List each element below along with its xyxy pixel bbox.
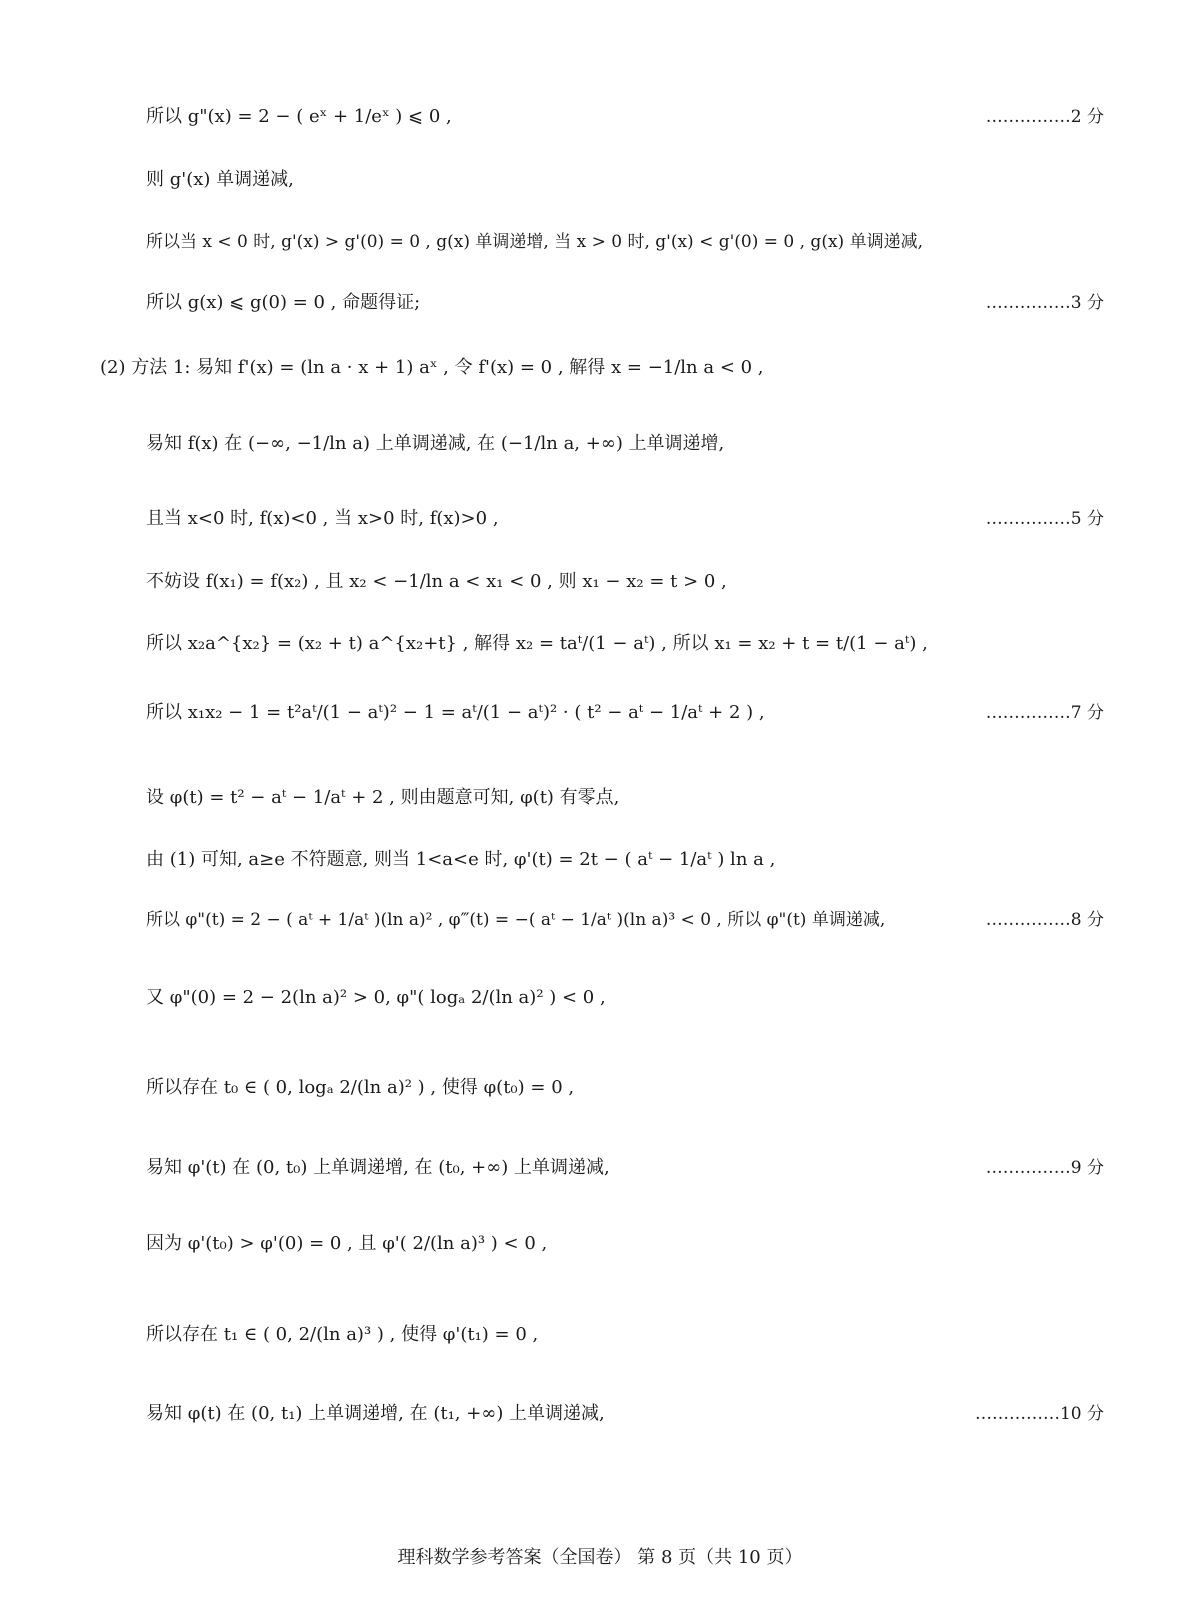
line-text: 所以当 x < 0 时, g'(x) > g'(0) = 0 , g(x) 单调递增, 当 x > 0 时, g'(x) < g'(0) = 0 , g(x) 单调递减, xyxy=(146,232,923,252)
line-text: 所以 φ"(t) = 2 − ( aᵗ + 1/aᵗ )(ln a)² , φ‴(t) = −( aᵗ − 1/aᵗ )(ln a)³ < 0 , 所以 φ"(t) 单调递减, xyxy=(146,910,886,930)
solution-line xyxy=(146,1233,1104,1255)
line-text: 且当 x<0 时, f(x)<0 , 当 x>0 时, f(x)>0 , xyxy=(146,508,499,529)
solution-line xyxy=(146,106,1104,128)
line-text: 易知 φ(t) 在 (0, t₁) 上单调递增, 在 (t₁, +∞) 上单调递减, xyxy=(146,1403,605,1424)
line-text: 设 φ(t) = t² − aᵗ − 1/aᵗ + 2 , 则由题意可知, φ(t) 有零点, xyxy=(146,787,620,808)
line-text: 又 φ"(0) = 2 − 2(ln a)² > 0, φ"( logₐ 2/(ln a)² ) < 0 , xyxy=(146,987,606,1008)
score-mark: ……………7 分 xyxy=(985,702,1104,723)
score-mark: ……………3 分 xyxy=(985,292,1104,313)
score-mark: ……………8 分 xyxy=(985,910,1104,930)
solution-line xyxy=(146,571,1104,593)
solution-line xyxy=(146,987,1104,1009)
line-text: 易知 f(x) 在 (−∞, −1/ln a) 上单调递减, 在 (−1/ln a, +∞) 上单调递增, xyxy=(146,433,725,454)
line-text: 所以 x₁x₂ − 1 = t²aᵗ/(1 − aᵗ)² − 1 = aᵗ/(1 − aᵗ)² · ( t² − aᵗ − 1/aᵗ + 2 ) , xyxy=(146,702,765,723)
score-mark: ……………9 分 xyxy=(985,1157,1104,1178)
solution-line xyxy=(146,292,1104,314)
solution-line xyxy=(146,1324,1104,1346)
solution-line xyxy=(146,508,1104,530)
solution-line xyxy=(146,787,1104,809)
line-text: 则 g'(x) 单调递减, xyxy=(146,169,294,190)
score-mark: ……………2 分 xyxy=(985,106,1104,127)
line-text: 所以 x₂a^{x₂} = (x₂ + t) a^{x₂+t} , 解得 x₂ = taᵗ/(1 − aᵗ) , 所以 x₁ = x₂ + t = t/(1 − aᵗ) , xyxy=(146,633,928,654)
solution-line xyxy=(100,357,1104,379)
line-text: (2) 方法 1: 易知 f'(x) = (ln a · x + 1) aˣ , 令 f'(x) = 0 , 解得 x = −1/ln a < 0 , xyxy=(100,357,764,378)
solution-line xyxy=(146,232,1104,252)
solution-line xyxy=(146,433,1104,455)
score-mark: ……………10 分 xyxy=(974,1403,1104,1424)
line-text: 所以 g(x) ⩽ g(0) = 0 , 命题得证; xyxy=(146,292,421,313)
score-mark: ……………5 分 xyxy=(985,508,1104,529)
line-text: 不妨设 f(x₁) = f(x₂) , 且 x₂ < −1/ln a < x₁ < 0 , 则 x₁ − x₂ = t > 0 , xyxy=(146,571,727,592)
line-text: 因为 φ'(t₀) > φ'(0) = 0 , 且 φ'( 2/(ln a)³ ) < 0 , xyxy=(146,1233,548,1254)
solution-line xyxy=(146,910,1104,930)
solution-line xyxy=(146,1077,1104,1099)
line-text: 易知 φ'(t) 在 (0, t₀) 上单调递增, 在 (t₀, +∞) 上单调递减, xyxy=(146,1157,610,1178)
solution-line xyxy=(146,849,1104,871)
solution-line xyxy=(146,633,1104,655)
solution-line xyxy=(146,169,1104,191)
solution-line xyxy=(146,1403,1104,1425)
solution-line xyxy=(146,702,1104,724)
line-text: 所以 g"(x) = 2 − ( eˣ + 1/eˣ ) ⩽ 0 , xyxy=(146,106,452,127)
line-text: 由 (1) 可知, a≥e 不符题意, 则当 1<a<e 时, φ'(t) = 2t − ( aᵗ − 1/aᵗ ) ln a , xyxy=(146,849,776,870)
line-text: 所以存在 t₀ ∈ ( 0, logₐ 2/(ln a)² ) , 使得 φ(t₀) = 0 , xyxy=(146,1077,575,1098)
page-footer: 理科数学参考答案（全国卷） 第 8 页（共 10 页） xyxy=(397,1547,803,1568)
solution-line xyxy=(146,1157,1104,1179)
line-text: 所以存在 t₁ ∈ ( 0, 2/(ln a)³ ) , 使得 φ'(t₁) = 0 , xyxy=(146,1324,539,1345)
